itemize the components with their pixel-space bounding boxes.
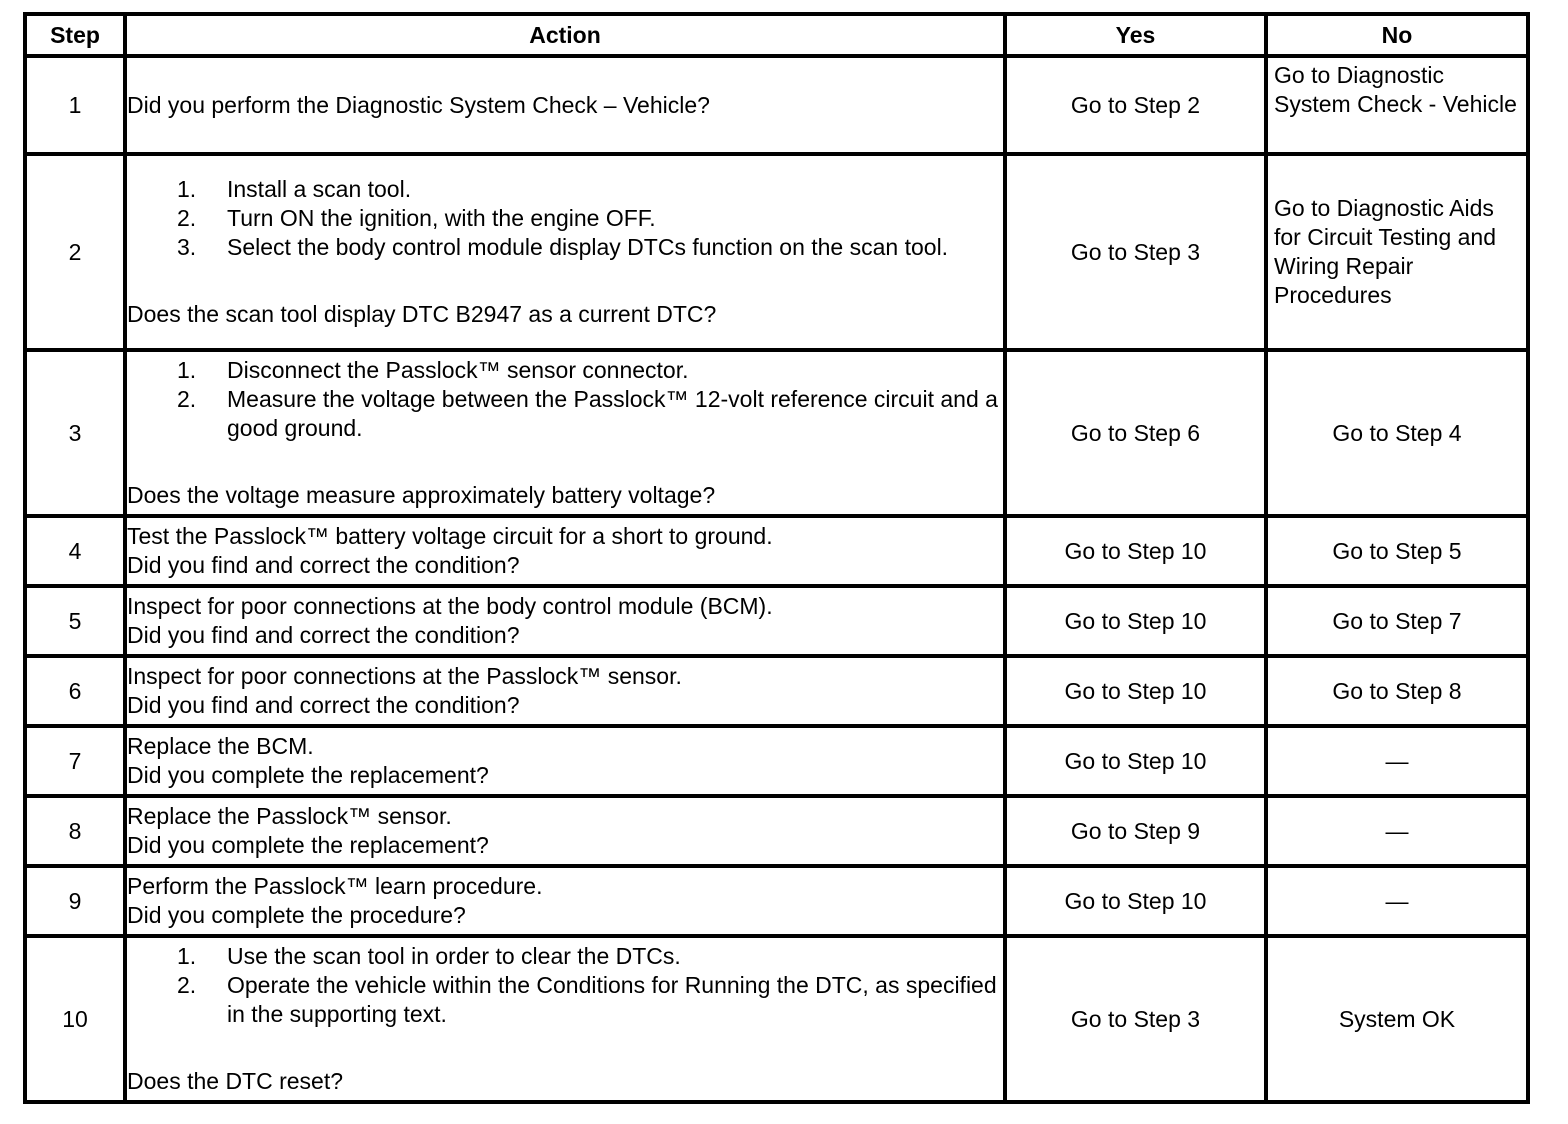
yes-cell: Go to Step 3 bbox=[1005, 154, 1266, 350]
table-row bbox=[25, 516, 1528, 586]
table-row bbox=[25, 350, 1528, 516]
action-cell bbox=[125, 516, 1005, 586]
action-steps bbox=[127, 175, 1003, 262]
no-cell: Go to Diagnostic System Check - Vehicle bbox=[1266, 56, 1528, 154]
no-cell: — bbox=[1266, 796, 1528, 866]
table-row bbox=[25, 586, 1528, 656]
action-cell bbox=[125, 656, 1005, 726]
action-question: Did you find and correct the condition? bbox=[127, 622, 520, 648]
action-text: Replace the Passlock™ sensor. bbox=[127, 803, 452, 829]
step-number: 10 bbox=[25, 936, 125, 1102]
action-question: Does the voltage measure approximately battery voltage? bbox=[127, 482, 716, 508]
no-cell: Go to Step 7 bbox=[1266, 586, 1528, 656]
action-question: Does the DTC reset? bbox=[127, 1068, 344, 1094]
no-cell: Go to Step 4 bbox=[1266, 350, 1528, 516]
action-step: 1. Install a scan tool. bbox=[177, 176, 412, 202]
action-question: Did you perform the Diagnostic System Check – Vehicle? bbox=[127, 91, 710, 118]
table-row bbox=[25, 56, 1528, 154]
action-question: Did you complete the replacement? bbox=[127, 832, 489, 858]
yes-cell: Go to Step 10 bbox=[1005, 586, 1266, 656]
step-number: 7 bbox=[25, 726, 125, 796]
no-cell: Go to Step 8 bbox=[1266, 656, 1528, 726]
action-text: Inspect for poor connections at the Passlock™ sensor. bbox=[127, 663, 682, 689]
yes-cell: Go to Step 10 bbox=[1005, 726, 1266, 796]
action-cell bbox=[125, 586, 1005, 656]
header-action: Action bbox=[125, 14, 1005, 56]
action-text: Test the Passlock™ battery voltage circuit for a short to ground. bbox=[127, 523, 773, 549]
action-question: Did you complete the procedure? bbox=[127, 902, 466, 928]
step-number: 1 bbox=[25, 56, 125, 154]
diagnostic-table bbox=[23, 12, 1530, 1104]
action-question: Does the scan tool display DTC B2947 as a current DTC? bbox=[127, 301, 717, 327]
table-row bbox=[25, 154, 1528, 350]
action-step: 2. Operate the vehicle within the Conditions for Running the DTC, as specified in the supporting text. bbox=[177, 972, 997, 1027]
action-cell bbox=[125, 796, 1005, 866]
table-row bbox=[25, 656, 1528, 726]
action-cell bbox=[125, 154, 1005, 350]
action-question: Did you complete the replacement? bbox=[127, 762, 489, 788]
action-text: Replace the BCM. bbox=[127, 733, 314, 759]
action-question: Did you find and correct the condition? bbox=[127, 552, 520, 578]
yes-cell: Go to Step 10 bbox=[1005, 516, 1266, 586]
action-cell bbox=[125, 350, 1005, 516]
action-cell bbox=[125, 726, 1005, 796]
step-number: 5 bbox=[25, 586, 125, 656]
action-step: 1. Disconnect the Passlock™ sensor connector. bbox=[177, 357, 689, 383]
action-question: Did you find and correct the condition? bbox=[127, 692, 520, 718]
action-step: 2. Turn ON the ignition, with the engine OFF. bbox=[177, 205, 656, 231]
table-row bbox=[25, 936, 1528, 1102]
no-cell: Go to Step 5 bbox=[1266, 516, 1528, 586]
no-cell: System OK bbox=[1266, 936, 1528, 1102]
yes-cell: Go to Step 10 bbox=[1005, 656, 1266, 726]
action-cell bbox=[125, 56, 1005, 154]
yes-cell: Go to Step 10 bbox=[1005, 866, 1266, 936]
action-text: Perform the Passlock™ learn procedure. bbox=[127, 873, 543, 899]
step-number: 8 bbox=[25, 796, 125, 866]
table-row bbox=[25, 866, 1528, 936]
action-text: Inspect for poor connections at the body control module (BCM). bbox=[127, 593, 773, 619]
action-step: 2. Measure the voltage between the Passlock™ 12-volt reference circuit and a good ground. bbox=[177, 386, 998, 441]
yes-cell: Go to Step 2 bbox=[1005, 56, 1266, 154]
yes-cell: Go to Step 3 bbox=[1005, 936, 1266, 1102]
no-cell: — bbox=[1266, 866, 1528, 936]
header-row bbox=[25, 14, 1528, 56]
step-number: 4 bbox=[25, 516, 125, 586]
step-number: 3 bbox=[25, 350, 125, 516]
yes-cell: Go to Step 6 bbox=[1005, 350, 1266, 516]
step-number: 6 bbox=[25, 656, 125, 726]
no-cell: — bbox=[1266, 726, 1528, 796]
action-steps bbox=[127, 942, 1003, 1029]
action-step: 1. Use the scan tool in order to clear the DTCs. bbox=[177, 943, 681, 969]
action-steps bbox=[127, 356, 1003, 443]
action-cell bbox=[125, 936, 1005, 1102]
action-cell bbox=[125, 866, 1005, 936]
header-step: Step bbox=[25, 14, 125, 56]
no-cell: Go to Diagnostic Aids for Circuit Testing and Wiring Repair Procedures bbox=[1266, 154, 1528, 350]
step-number: 9 bbox=[25, 866, 125, 936]
step-number: 2 bbox=[25, 154, 125, 350]
table-row bbox=[25, 796, 1528, 866]
header-yes: Yes bbox=[1005, 14, 1266, 56]
action-step: 3. Select the body control module display DTCs function on the scan tool. bbox=[177, 234, 949, 260]
header-no: No bbox=[1266, 14, 1528, 56]
yes-cell: Go to Step 9 bbox=[1005, 796, 1266, 866]
table-row bbox=[25, 726, 1528, 796]
